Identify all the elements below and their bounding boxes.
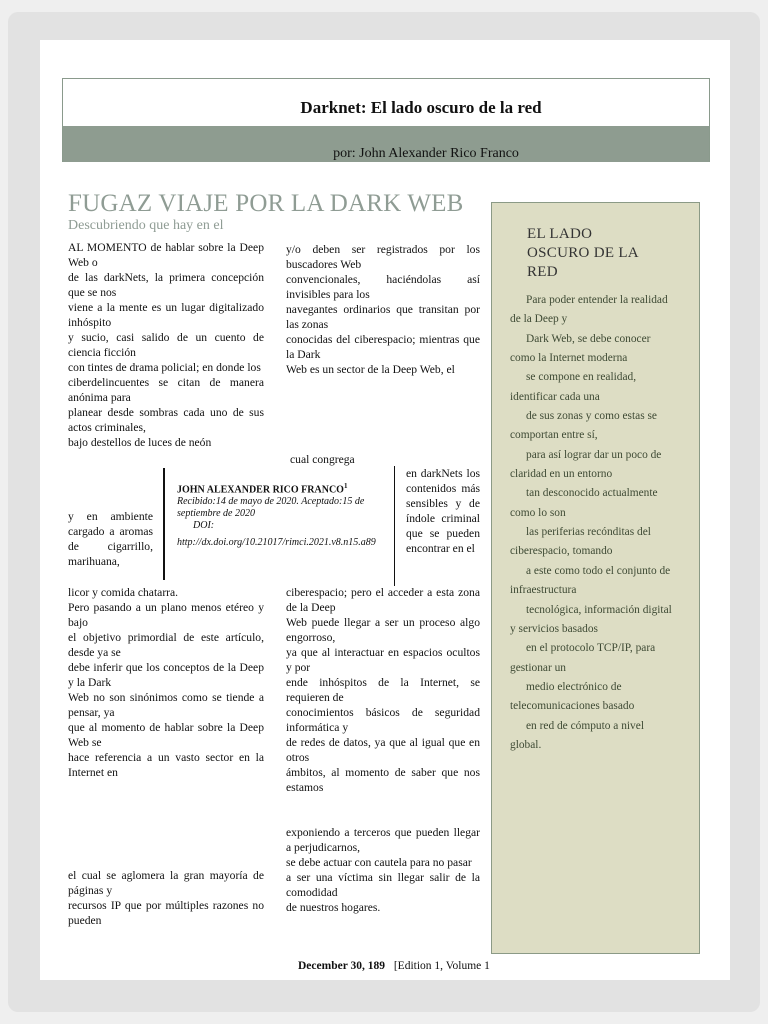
doi-link[interactable]: http://dx.doi.org/10.21017/rimci.2021.v8.n15.a89 — [177, 537, 376, 549]
column-2-end — [286, 825, 480, 915]
column-2-mid — [394, 466, 480, 586]
sidebar-line: telecomunicaciones basado — [510, 700, 635, 713]
author-name: JOHN ALEXANDER RICO FRANCO$^1$ — [177, 482, 348, 496]
paragraph-line: exponiendo a terceros que pueden llegar a perjudicarnos, — [286, 826, 480, 854]
sidebar-title: EL LADO OSCURO DE LA RED — [527, 226, 639, 280]
sidebar-line: para así lograr dar un poco de — [526, 448, 662, 461]
paragraph-line: el objetivo primordial de este artículo, desde ya se — [68, 631, 264, 659]
sidebar-line: medio electrónico de — [526, 680, 622, 693]
paragraph-line: ya que al interactuar en espacios ocultos y por — [286, 646, 480, 674]
paragraph-line: y/o deben ser registrados por los buscadores Web — [286, 243, 480, 271]
paragraph-line: bajo destellos de luces de neón — [68, 436, 212, 449]
doi-label: DOI: — [193, 520, 215, 532]
paragraph-line: ciberespacio; pero el acceder a esta zona de la Deep — [286, 586, 480, 614]
sidebar-line: las periferias recónditas del — [526, 526, 651, 539]
paragraph-line: recursos IP que por múltiples razones no pueden — [68, 899, 264, 927]
paragraph-line: planear desde sombras cada uno de sus actos criminales, — [68, 406, 264, 434]
sidebar-line: de sus zonas y como estas se — [526, 410, 657, 423]
sidebar-line: gestionar un — [510, 661, 566, 674]
paragraph-line: en darkNets los contenidos más sensibles y de índole criminal que se pueden encontrar en el — [406, 467, 480, 555]
sidebar-line: infraestructura — [510, 584, 577, 597]
paragraph-line: ciberdelincuentes se citan de manera anónima para — [68, 376, 264, 404]
paragraph-line: Pero pasando a un plano menos etéreo y bajo — [68, 601, 264, 629]
column-1-mid — [68, 509, 153, 569]
paragraph-line: ende inhóspitos de la Internet, se requieren de — [286, 676, 480, 704]
sidebar-line: como la Internet moderna — [510, 352, 628, 365]
sidebar-line: se compone en realidad, — [526, 371, 637, 384]
paragraph-line: ámbitos, al momento de saber que nos estamos — [286, 766, 480, 794]
paragraph-line: con tintes de drama policial; en donde los — [68, 361, 261, 374]
paragraph-line: se debe actuar con cautela para no pasar — [286, 856, 472, 869]
column-2-congrega: cual congrega — [290, 453, 355, 466]
sidebar-line: Para poder entender la realidad — [526, 294, 668, 306]
paragraph-line: conocidas del ciberespacio; mientras que la Dark — [286, 333, 480, 361]
sidebar-line: en el protocolo TCP/IP, para — [526, 642, 656, 655]
sidebar-line: global. — [510, 738, 542, 751]
paragraph-line: y sucio, casi salido de un cuento de ciencia ficción — [68, 331, 264, 359]
footer-edition: [Edition 1, Volume 1 — [393, 960, 490, 972]
paragraph-line: Web puede llegar a ser un proceso algo engorroso, — [286, 616, 480, 644]
paragraph-line: licor y comida chatarra. — [68, 586, 179, 599]
column-1-end — [68, 868, 264, 928]
sidebar-line: en red de cómputo a nivel — [526, 719, 644, 732]
author-info-box — [163, 468, 383, 580]
paragraph-line: debe inferir que los conceptos de la Deep y la Dark — [68, 661, 264, 689]
paragraph-line: y en ambiente cargado a aromas de cigarrillo, marihuana, — [68, 510, 153, 568]
sidebar-line: tan desconocido actualmente — [526, 487, 658, 500]
received-accepted-dates: Recibido:14 de mayo de 2020. Aceptado:15 de septiembre de 2020 — [177, 496, 365, 520]
sidebar-line: y servicios basados — [510, 622, 598, 635]
sidebar-line: ciberespacio, tomando — [510, 545, 613, 558]
sidebar-line: de la Deep y — [510, 313, 568, 326]
masthead-title: Darknet: El lado oscuro de la red — [300, 98, 542, 117]
sidebar-line: comportan entre sí, — [510, 429, 598, 442]
author-footnote-marker: 1 — [343, 482, 348, 490]
paragraph-line: a ser una víctima sin llegar salir de la comodidad — [286, 871, 480, 899]
paragraph-line: de redes de datos, ya que al igual que en otros — [286, 736, 480, 764]
paragraph-line: de nuestros hogares. — [286, 901, 381, 914]
column-1-bottom — [68, 585, 264, 780]
paragraph-line: de las darkNets, la primera concepción que se nos — [68, 271, 264, 299]
column-1-top — [68, 240, 264, 450]
paragraph-line: AL MOMENTO de hablar sobre la Deep Web o — [68, 241, 264, 269]
masthead-author: por: John Alexander Rico Franco — [333, 146, 519, 161]
paragraph-line: hace referencia a un vasto sector en la Internet en — [68, 751, 264, 779]
masthead-author-band — [63, 126, 709, 162]
article-subhead: Descubriendo que hay en el — [68, 218, 224, 233]
page-footer — [298, 960, 490, 972]
column-2-top — [286, 242, 480, 377]
paragraph-line: Web no son sinónimos como se tiende a pensar, ya — [68, 691, 264, 719]
sidebar-line: tecnológica, información digital — [526, 603, 672, 616]
paragraph-line: convencionales, haciéndolas así invisibles para los — [286, 273, 480, 301]
sidebar-line: a este como todo el conjunto de — [526, 564, 671, 577]
sidebar-line: identificar cada una — [510, 390, 600, 403]
paragraph-line: navegantes ordinarios que transitan por las zonas — [286, 303, 480, 331]
paragraph-line: conocimientos básicos de seguridad informática y — [286, 706, 480, 734]
masthead — [62, 78, 710, 162]
footer-date: December 30, 189 — [298, 960, 385, 972]
paragraph-line: Web es un sector de la Deep Web, el — [286, 363, 455, 376]
sidebar-line: Dark Web, se debe conocer — [526, 332, 651, 345]
paragraph-line: que al momento de hablar sobre la Deep Web se — [68, 721, 264, 749]
paragraph-line: viene a la mente es un lugar digitalizado inhóspito — [68, 301, 264, 329]
sidebar-body — [510, 291, 696, 755]
paragraph-line: el cual se aglomera la gran mayoría de páginas y — [68, 869, 264, 897]
article-headline: FUGAZ VIAJE POR LA DARK WEB — [68, 190, 464, 217]
sidebar-line: como lo son — [510, 506, 566, 519]
sidebar-box — [491, 202, 700, 954]
sidebar-line: claridad en un entorno — [510, 468, 613, 481]
column-2-bottom — [286, 585, 480, 795]
